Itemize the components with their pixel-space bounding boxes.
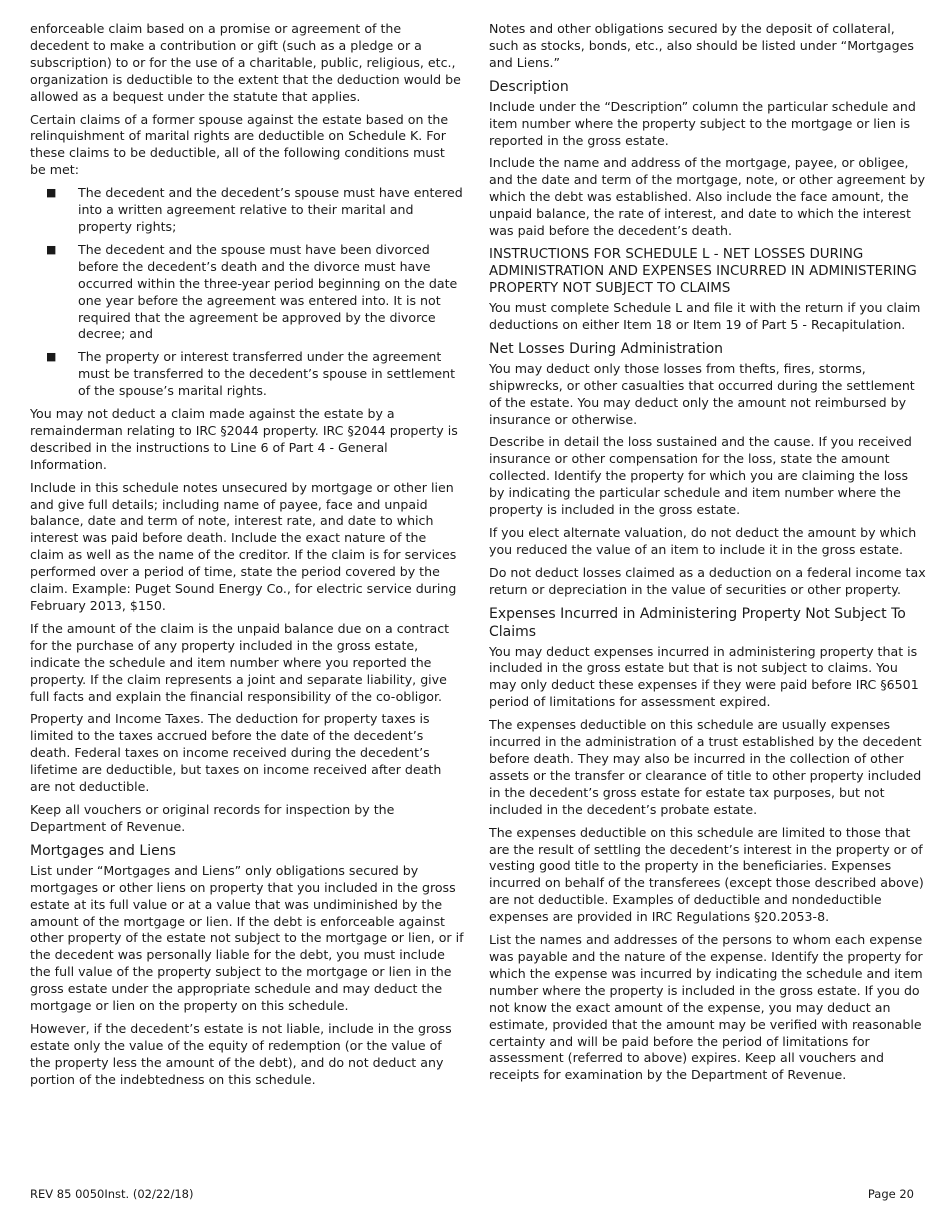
form-id-footer: REV 85 0050Inst. (02/22/18) — [30, 1187, 194, 1201]
federal-deduction-paragraph: Do not deduct losses claimed as a deduction on a federal income tax return or depreciation in the value of securities or other property. — [489, 564, 926, 597]
property-taxes-text: The deduction for property taxes is limited to the taxes accrued before the date of the decedent’s death. Federal taxes on income received during the decedent’s lifetime are deductible, but taxes on income received after death are not deductible. — [30, 711, 442, 795]
left-column — [30, 21, 464, 1095]
list-item — [30, 185, 464, 236]
list-item-text: The decedent and the decedent’s spouse must have entered into a written agreement relative to their marital and property rights; — [78, 185, 463, 234]
right-column — [489, 21, 927, 1090]
vouchers-paragraph: Keep all vouchers or original records for inspection by the Department of Revenue. — [30, 801, 395, 834]
settling-interest-paragraph: The expenses deductible on this schedule are limited to those that are the result of settling the decedent’s interest in the property or of vesting good title to the property in the beneficiaries. Expenses incurred on behalf of the transferees (except those described above) are not deductible. Examples of deductible and nondeductible expenses are provided in IRC Regulations §20.2053-8. — [489, 824, 924, 925]
page-number: Page 20 — [867, 1187, 914, 1201]
administering-expenses-paragraph: You may deduct expenses incurred in administering property that is included in the gross estate but that is not subject to claims. You may only deduct these expenses if they were paid before IRC §6501 period of limitations for assessment expired. — [489, 643, 919, 710]
payee-list-paragraph: List the names and addresses of the persons to whom each expense was payable and the nature of the expense. Identify the property for which the expense was incurred by indicating the schedule and item number where the property is included in the gross estate. If you do not know the exact amount of the expense, you may deduct an estimate, provided that the amount may be verified with reasonable certainty and will be paid before the period of limitations for assessment (referred to above) expires. Keep all vouchers and receipts for examination by the Department of Revenue. — [489, 932, 923, 1083]
mortgage-details-paragraph: Include the name and address of the mortgage, payee, or obligee, and the date and term of the mortgage, note, or other agreement by which the debt was established. Also include the face amount, the unpaid balance, the rate of interest, and date to which the interest was paid before the decedent’s death. — [489, 155, 926, 239]
mortgages-list-paragraph: List under “Mortgages and Liens” only obligations secured by mortgages or other liens on property that you included in the gross estate at its full value or at a value that was undiminished by the amount of the mortgage or lien. If the debt is enforceable against other property of the estate not subject to the mortgage or lien, or if the decedent was personally liable for the debt, you must include the full value of the property subject to the mortgage or lien in the gross estate under the appropriate schedule and may deduct the mortgage or lien on the property on this schedule. — [30, 862, 464, 1014]
square-bullet-icon: ■ — [46, 242, 57, 256]
property-taxes-heading: Property and Income Taxes. — [30, 711, 205, 727]
collateral-notes-paragraph: Notes and other obligations secured by the deposit of collateral, such as stocks, bonds, etc., also should be listed under “Mortgages and Liens.” — [489, 21, 914, 70]
list-item — [30, 349, 464, 400]
unsecured-notes-paragraph: Include in this schedule notes unsecured by mortgage or other lien and give full details; including name of payee, face and unpaid balance, date and term of note, interest rate, and date to which interest was paid before death. Include the exact nature of the claim as well as the name of the creditor. If the claim is for services performed over a period of time, state the period covered by the claim. Example: Puget Sound Energy Co., for electric service during February 2013, $150. — [30, 479, 457, 613]
conditions-list — [30, 185, 464, 400]
former-spouse-claims-paragraph: Certain claims of a former spouse against the estate based on the relinquishment of marital rights are deductible on Schedule K. For these claims to be deductible, all of the following conditions must be met: — [30, 111, 449, 178]
trust-expenses-paragraph: The expenses deductible on this schedule are usually expenses incurred in the administration of a trust established by the decedent before death. They may also be incurred in the collection of other assets or the transfer or clearance of title to other property included in the decedent’s gross estate for estate tax purposes, but not included in the decedent’s probate estate. — [489, 717, 922, 817]
square-bullet-icon: ■ — [46, 350, 57, 364]
description-heading: Description — [489, 78, 569, 95]
loss-details-paragraph: Describe in detail the loss sustained and the cause. If you received insurance or other compensation for the loss, state the amount collected. Identify the property for which you are claiming the loss by indicating the particular schedule and item number where the property is included in the gross estate. — [489, 434, 912, 518]
square-bullet-icon: ■ — [46, 186, 57, 200]
alternate-valuation-paragraph: If you elect alternate valuation, do not deduct the amount by which you reduced the value of an item to include it in the gross estate. — [489, 524, 917, 557]
property-taxes-paragraph — [30, 711, 464, 796]
unpaid-balance-paragraph: If the amount of the claim is the unpaid balance due on a contract for the purchase of any property included in the gross estate, indicate the schedule and item number where you reported the property. If the claim represents a joint and separate liability, give full facts and explain the financial responsibility of the co-obligor. — [30, 620, 450, 704]
mortgages-liens-heading: Mortgages and Liens — [30, 842, 176, 859]
estate-not-liable-paragraph: However, if the decedent’s estate is not liable, include in the gross estate only the value of the equity of redemption (or the value of the property less the amount of the debt), and do not deduct any portion of the indebtedness on this schedule. — [30, 1020, 452, 1087]
casualty-losses-paragraph: You may deduct only those losses from thefts, fires, storms, shipwrecks, or other casualties that occurred during the settlement of the estate. You may deduct only the amount not reimbursed by insurance or otherwise. — [489, 360, 915, 427]
list-item-text: The decedent and the spouse must have been divorced before the decedent’s death and the divorce must have occurred within the three-year period beginning on the date one year before the agreement was entered into. It is not required that the agreement be approved by the divorce decree; and — [78, 241, 458, 342]
schedule-l-heading: INSTRUCTIONS FOR SCHEDULE L - NET LOSSES DURING ADMINISTRATION AND EXPENSES INCURRED IN ADMINISTERING PROPERTY NOT SUBJECT TO CLAIMS — [489, 246, 917, 296]
description-column-paragraph: Include under the “Description” column the particular schedule and item number where the property subject to the mortgage or lien is reported in the gross estate. — [489, 98, 916, 148]
list-item — [30, 242, 464, 343]
remainderman-paragraph: You may not deduct a claim made against the estate by a remainderman relating to IRC §2044 property. IRC §2044 property is described in the instructions to Line 6 of Part 4 - General Information. — [30, 406, 458, 472]
expenses-heading: Expenses Incurred in Administering Property Not Subject To Claims — [489, 605, 906, 640]
net-losses-heading: Net Losses During Administration — [489, 340, 724, 357]
list-item-text: The property or interest transferred under the agreement must be transferred to the decedent’s spouse in settlement of the spouse’s marital rights. — [78, 349, 456, 399]
charitable-claim-paragraph: enforceable claim based on a promise or agreement of the decedent to make a contribution or gift (such as a pledge or a subscription) to or for the use of a charitable, public, religious, etc., organization is deductible to the extent that the deduction would be allowed as a bequest under the statute that applies. — [30, 21, 461, 104]
schedule-l-requirement-paragraph: You must complete Schedule L and file it with the return if you claim deductions on either Item 18 or Item 19 of Part 5 - Recapitulation. — [489, 299, 921, 332]
